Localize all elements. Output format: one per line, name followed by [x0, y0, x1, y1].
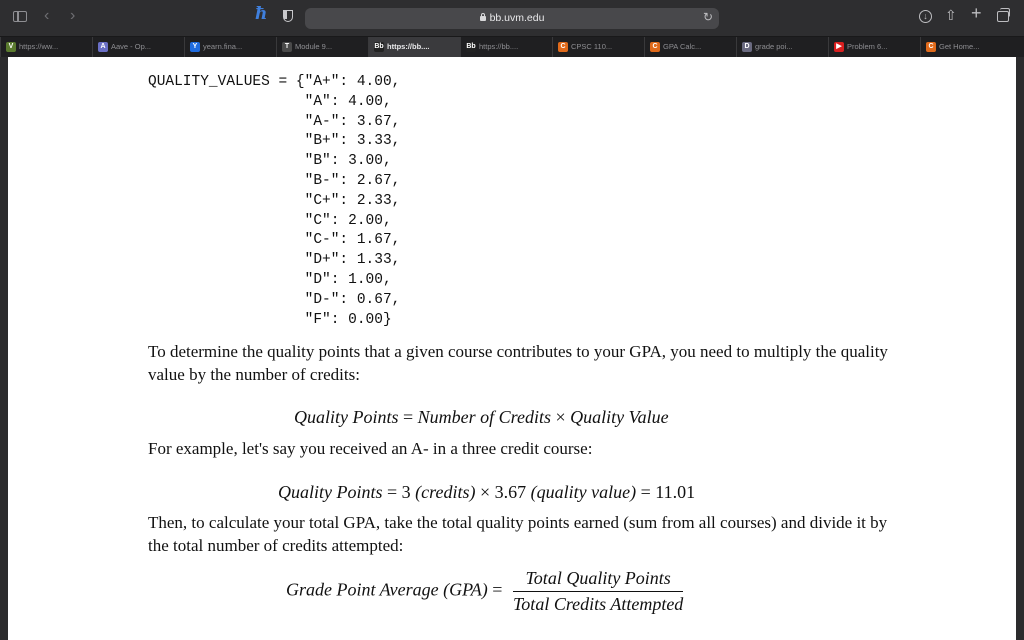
bookmark-label: Problem 6... [847, 42, 888, 51]
bookmark-label: yearn.fina... [203, 42, 243, 51]
fraction-numerator: Total Quality Points [513, 568, 683, 592]
formula-equals: = [487, 579, 507, 600]
new-tab-icon[interactable]: + [971, 3, 982, 23]
bookmark-tab[interactable] [184, 37, 276, 57]
address-bar[interactable] [305, 8, 719, 29]
formula-times: × 3.67 [475, 482, 531, 502]
formula-example [278, 482, 695, 503]
bookmark-label: https://bb.... [387, 42, 430, 51]
formula-lhs: Quality Points [294, 407, 399, 427]
c-icon: C [558, 42, 568, 52]
formula-credits: Number of Credits [417, 407, 551, 427]
blackboard-icon: Bb [466, 43, 476, 50]
d-icon: D [742, 42, 752, 52]
extension-h-icon[interactable]: ħ [255, 4, 268, 24]
formula-quality-value: Quality Value [570, 407, 669, 427]
c-icon: C [926, 42, 936, 52]
aave-icon: A [98, 42, 108, 52]
paragraph-total-gpa: Then, to calculate your total GPA, take the total quality points earned (sum from all courses) and divide it by the total number of credits attempted: [148, 513, 888, 555]
paragraph-quality-points: To determine the quality points that a given course contributes to your GPA, you need to multiply the quality value by the number of credits: [148, 342, 888, 384]
share-icon[interactable]: ⇧ [945, 7, 957, 23]
back-arrow-icon[interactable]: ‹ [44, 7, 50, 24]
page-content [8, 57, 1016, 640]
formula-gpa [286, 568, 683, 615]
fraction [513, 568, 683, 615]
lock-icon [480, 16, 486, 21]
bookmark-label: CPSC 110... [571, 42, 613, 51]
forward-arrow-icon[interactable]: › [70, 7, 76, 24]
download-icon[interactable]: ↓ [919, 10, 932, 23]
bookmark-tab[interactable] [368, 37, 460, 57]
fraction-denominator: Total Credits Attempted [512, 594, 684, 614]
formula-equals: = [398, 407, 418, 427]
reload-icon[interactable]: ↻ [702, 10, 713, 24]
bookmark-tab[interactable] [736, 37, 828, 57]
bookmark-label: Module 9... [295, 42, 333, 51]
quality-values-code: QUALITY_VALUES = {"A+": 4.00, "A": 4.00, "A-": 3.67, "B+": 3.33, "B": 3.00, "B-": 2.67, "C+": 2.33, "C": 2.00, "C-": 1.67, "D+": 1.33, "D": 1.00, "D-": 0.67, "F": 0.00} [148, 74, 401, 328]
bookmark-tab[interactable] [644, 37, 736, 57]
bookmark-tab[interactable] [552, 37, 644, 57]
bookmark-label: Get Home... [939, 42, 980, 51]
module-icon: T [282, 42, 292, 52]
bookmark-tab[interactable] [0, 37, 92, 57]
formula-quality-points [294, 407, 669, 428]
bookmark-label: https://ww... [19, 42, 59, 51]
paragraph-example: For example, let's say you received an A- in a three credit course: [148, 439, 593, 458]
browser-toolbar [0, 0, 1024, 36]
bookmark-tab[interactable] [276, 37, 368, 57]
sidebar-toggle-icon[interactable] [13, 11, 27, 22]
bookmark-tab[interactable] [92, 37, 184, 57]
formula-lhs: Quality Points [278, 482, 383, 502]
bookmark-tab[interactable] [920, 37, 1024, 57]
bookmark-label: Aave - Op... [111, 42, 152, 51]
bookmark-tab[interactable] [828, 37, 920, 57]
bookmark-label: GPA Calc... [663, 42, 702, 51]
formula-credits-unit: (credits) [415, 482, 476, 502]
youtube-icon: ▶ [834, 42, 844, 52]
blackboard-icon: Bb [374, 43, 384, 50]
v-logo-icon: V [6, 42, 16, 52]
c-icon: C [650, 42, 660, 52]
formula-result: = 11.01 [636, 482, 696, 502]
formula-quality-value-unit: (quality value) [530, 482, 637, 502]
url-text: bb.uvm.edu [489, 12, 545, 24]
formula-lhs: Grade Point Average (GPA) [286, 579, 488, 600]
privacy-shield-icon[interactable] [283, 10, 293, 22]
bookmark-label: grade poi... [755, 42, 793, 51]
bookmark-tab[interactable] [460, 37, 552, 57]
tab-overview-icon[interactable] [997, 11, 1009, 22]
yearn-icon: Y [190, 42, 200, 52]
bookmark-label: https://bb.... [479, 42, 519, 51]
bookmarks-bar [0, 36, 1024, 57]
formula-equals: = 3 [382, 482, 416, 502]
formula-times: × [551, 407, 571, 427]
